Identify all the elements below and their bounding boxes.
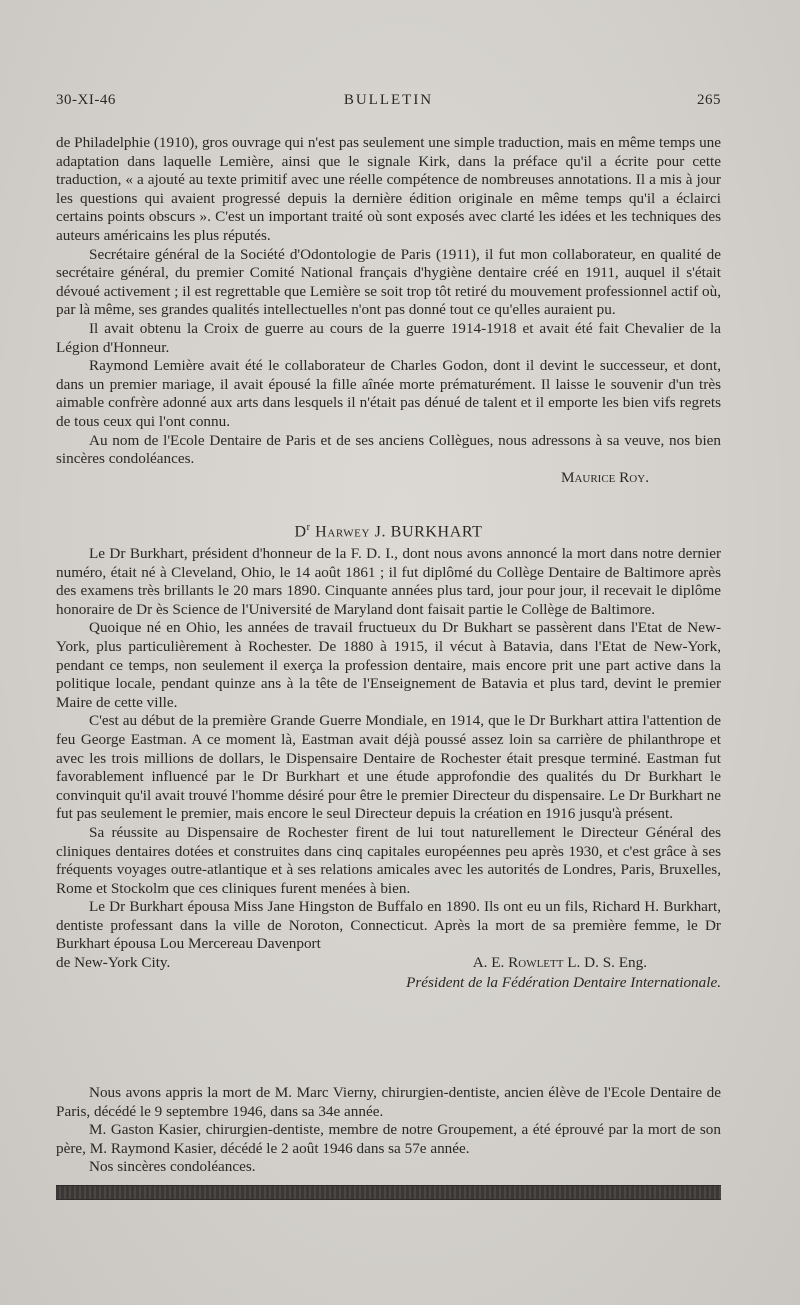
paragraph: Quoique né en Ohio, les années de travail fructueux du Dr Bukhart se passèrent dans l'Etat de New-York, plus particulièrement à Rochester. De 1880 à 1915, il vécut à Batavia, dans l'Etat de New-York, pendant ce temps, non seulement il exerça la profession dentaire, mais encore prit une part active dans la politique locale, pendant quinze ans à la tête de l'Enseignement de Batavia et plus tard, devint le premier Maire de cette ville. [56, 619, 721, 711]
paragraph: Nous avons appris la mort de M. Marc Vierny, chirurgien-dentiste, ancien élève de l'Ecole Dentaire de Paris, décédé le 9 septembre 1946, dans sa 34e année. [56, 1084, 721, 1120]
paragraph: de Philadelphie (1910), gros ouvrage qui n'est pas seulement une simple traduction, mais en même temps une adaptation dans laquelle Lemière, ainsi que le signale Kirk, dans la préface qu'il a écrite pour cette traduction, « a ajouté au texte primitif avec une réelle compétence de nombreuses annotations. Il a mis à jour les questions qui avaient progressé depuis la dernière édition originale en même temps qu'il a éclairci certains points obscurs ». C'est un important traité où sont exposés avec clarté les idées et les techniques des auteurs américains les plus réputés. [56, 134, 721, 244]
journal-title: BULLETIN [343, 92, 434, 108]
author-title: Président de la Fédération Dentaire Internationale. [406, 973, 721, 991]
author-signature [473, 954, 721, 973]
heading-prefix: D [294, 523, 307, 541]
header-date: 30-XI-46 [56, 92, 116, 108]
signature-initials: A. E. [472, 954, 505, 972]
heading-sup: r [306, 522, 311, 533]
signature-degrees: L. D. S. Eng. [567, 954, 647, 972]
signature-name: Rowlett [508, 954, 564, 972]
paragraph: Secrétaire général de la Société d'Odontologie de Paris (1911), il fut mon collaborateur, en qualité de secrétaire général, du premier Comité National français d'hygiène dentaire créé en 1911, auquel il s'était dévoué activement ; il est regrettable que Lemière se soit trop tôt retiré du mouvement professionnel actif où, par là même, ses grandes qualités intellectuelles n'ont pas donné tout ce qu'elles auraient pu. [56, 245, 721, 319]
signature-line [56, 954, 721, 973]
paragraph: M. Gaston Kasier, chirurgien-dentiste, membre de notre Groupement, a été éprouvé par la mort de son père, M. Raymond Kasier, décédé le 2 août 1946 dans sa 57e année. [56, 1121, 721, 1157]
running-header [56, 92, 721, 112]
paragraph: Le Dr Burkhart, président d'honneur de la F. D. I., dont nous avons annoncé la mort dans notre dernier numéro, était né à Cleveland, Ohio, le 14 août 1861 ; il fut diplômé du Collège Dentaire de Baltimore après des examens très brillants le 20 mars 1890. Cinquante années plus tard, jour pour jour, il recevait le diplôme honoraire de Dr ès Science de l'Université de Maryland dont faisait partie le Collège de Baltimore. [56, 545, 721, 618]
lemiere-obituary [56, 134, 721, 487]
author-signature: Maurice Roy. [560, 468, 649, 486]
paragraph: Sa réussite au Dispensaire de Rochester firent de lui tout naturellement le Directeur Général des cliniques dentaires dotées et construites dans cinq capitales européennes peu après 1930, et c'est grâce à ses fréquents voyages outre-atlantique et à ses relations amicales avec les autorités de Londres, Paris, Bruxelles, Rome et Stockolm que ces cliniques furent menées à bien. [56, 823, 721, 897]
paragraph: Nos sincères condoléances. [89, 1158, 256, 1176]
section-heading [56, 522, 721, 541]
death-notices [56, 1084, 721, 1177]
paragraph: Raymond Lemière avait été le collaborateur de Charles Godon, dont il devint le successeur, et dont, dans un premier mariage, il avait épousé la fille aînée morte prématurément. Il laisse le souvenir d'un très aimable confrère adonné aux arts dans lesquels il n'était pas dénué de talent et il emporte les bien vifs regrets de tous ceux qui l'ont connu. [56, 357, 721, 430]
paragraph: Il avait obtenu la Croix de guerre au cours de la guerre 1914-1918 et avait été fait Chevalier de la Légion d'Honneur. [56, 319, 721, 356]
heading-rest: J. BURKHART [374, 523, 483, 541]
page-number: 265 [697, 92, 721, 108]
paragraph: Le Dr Burkhart épousa Miss Jane Hingston de Buffalo en 1890. Ils ont eu un fils, Richard H. Burkhart, dentiste professant dans la ville de Noroton, Connecticut. Après la mort de sa première femme, le Dr Burkhart épousa Lou Mercereau Davenport [56, 898, 721, 953]
paragraph: C'est au début de la première Grande Guerre Mondiale, en 1914, que le Dr Burkhart attira l'attention de feu George Eastman. A ce moment là, Eastman avait déjà poussé assez loin sa carrière de philanthrope et avec les trois millions de dollars, le Dispensaire Dentaire de Rochester était presque terminé. Eastman fut favorablement influencé par le Dr Burkhart et une étude approfondie des qualités du Dr Burkhart le convinquit qu'il avait trouvé l'homme désiré pour être le premier Directeur du dispensaire. Le Dr Burkhart ne fut pas seulement le premier, mais encore le seul Directeur depuis la création en 1916 jusqu'à présent. [56, 712, 721, 823]
paragraph: Au nom de l'Ecole Dentaire de Paris et de ses anciens Collègues, nous adressons à sa veuve, nos bien sincères condoléances. [56, 431, 721, 468]
burkhart-obituary [56, 545, 721, 992]
decorative-rule [56, 1185, 721, 1200]
heading-first-name: Harwey [315, 523, 371, 541]
paragraph-end: de New-York City. [56, 954, 171, 972]
signature-line [56, 469, 721, 488]
